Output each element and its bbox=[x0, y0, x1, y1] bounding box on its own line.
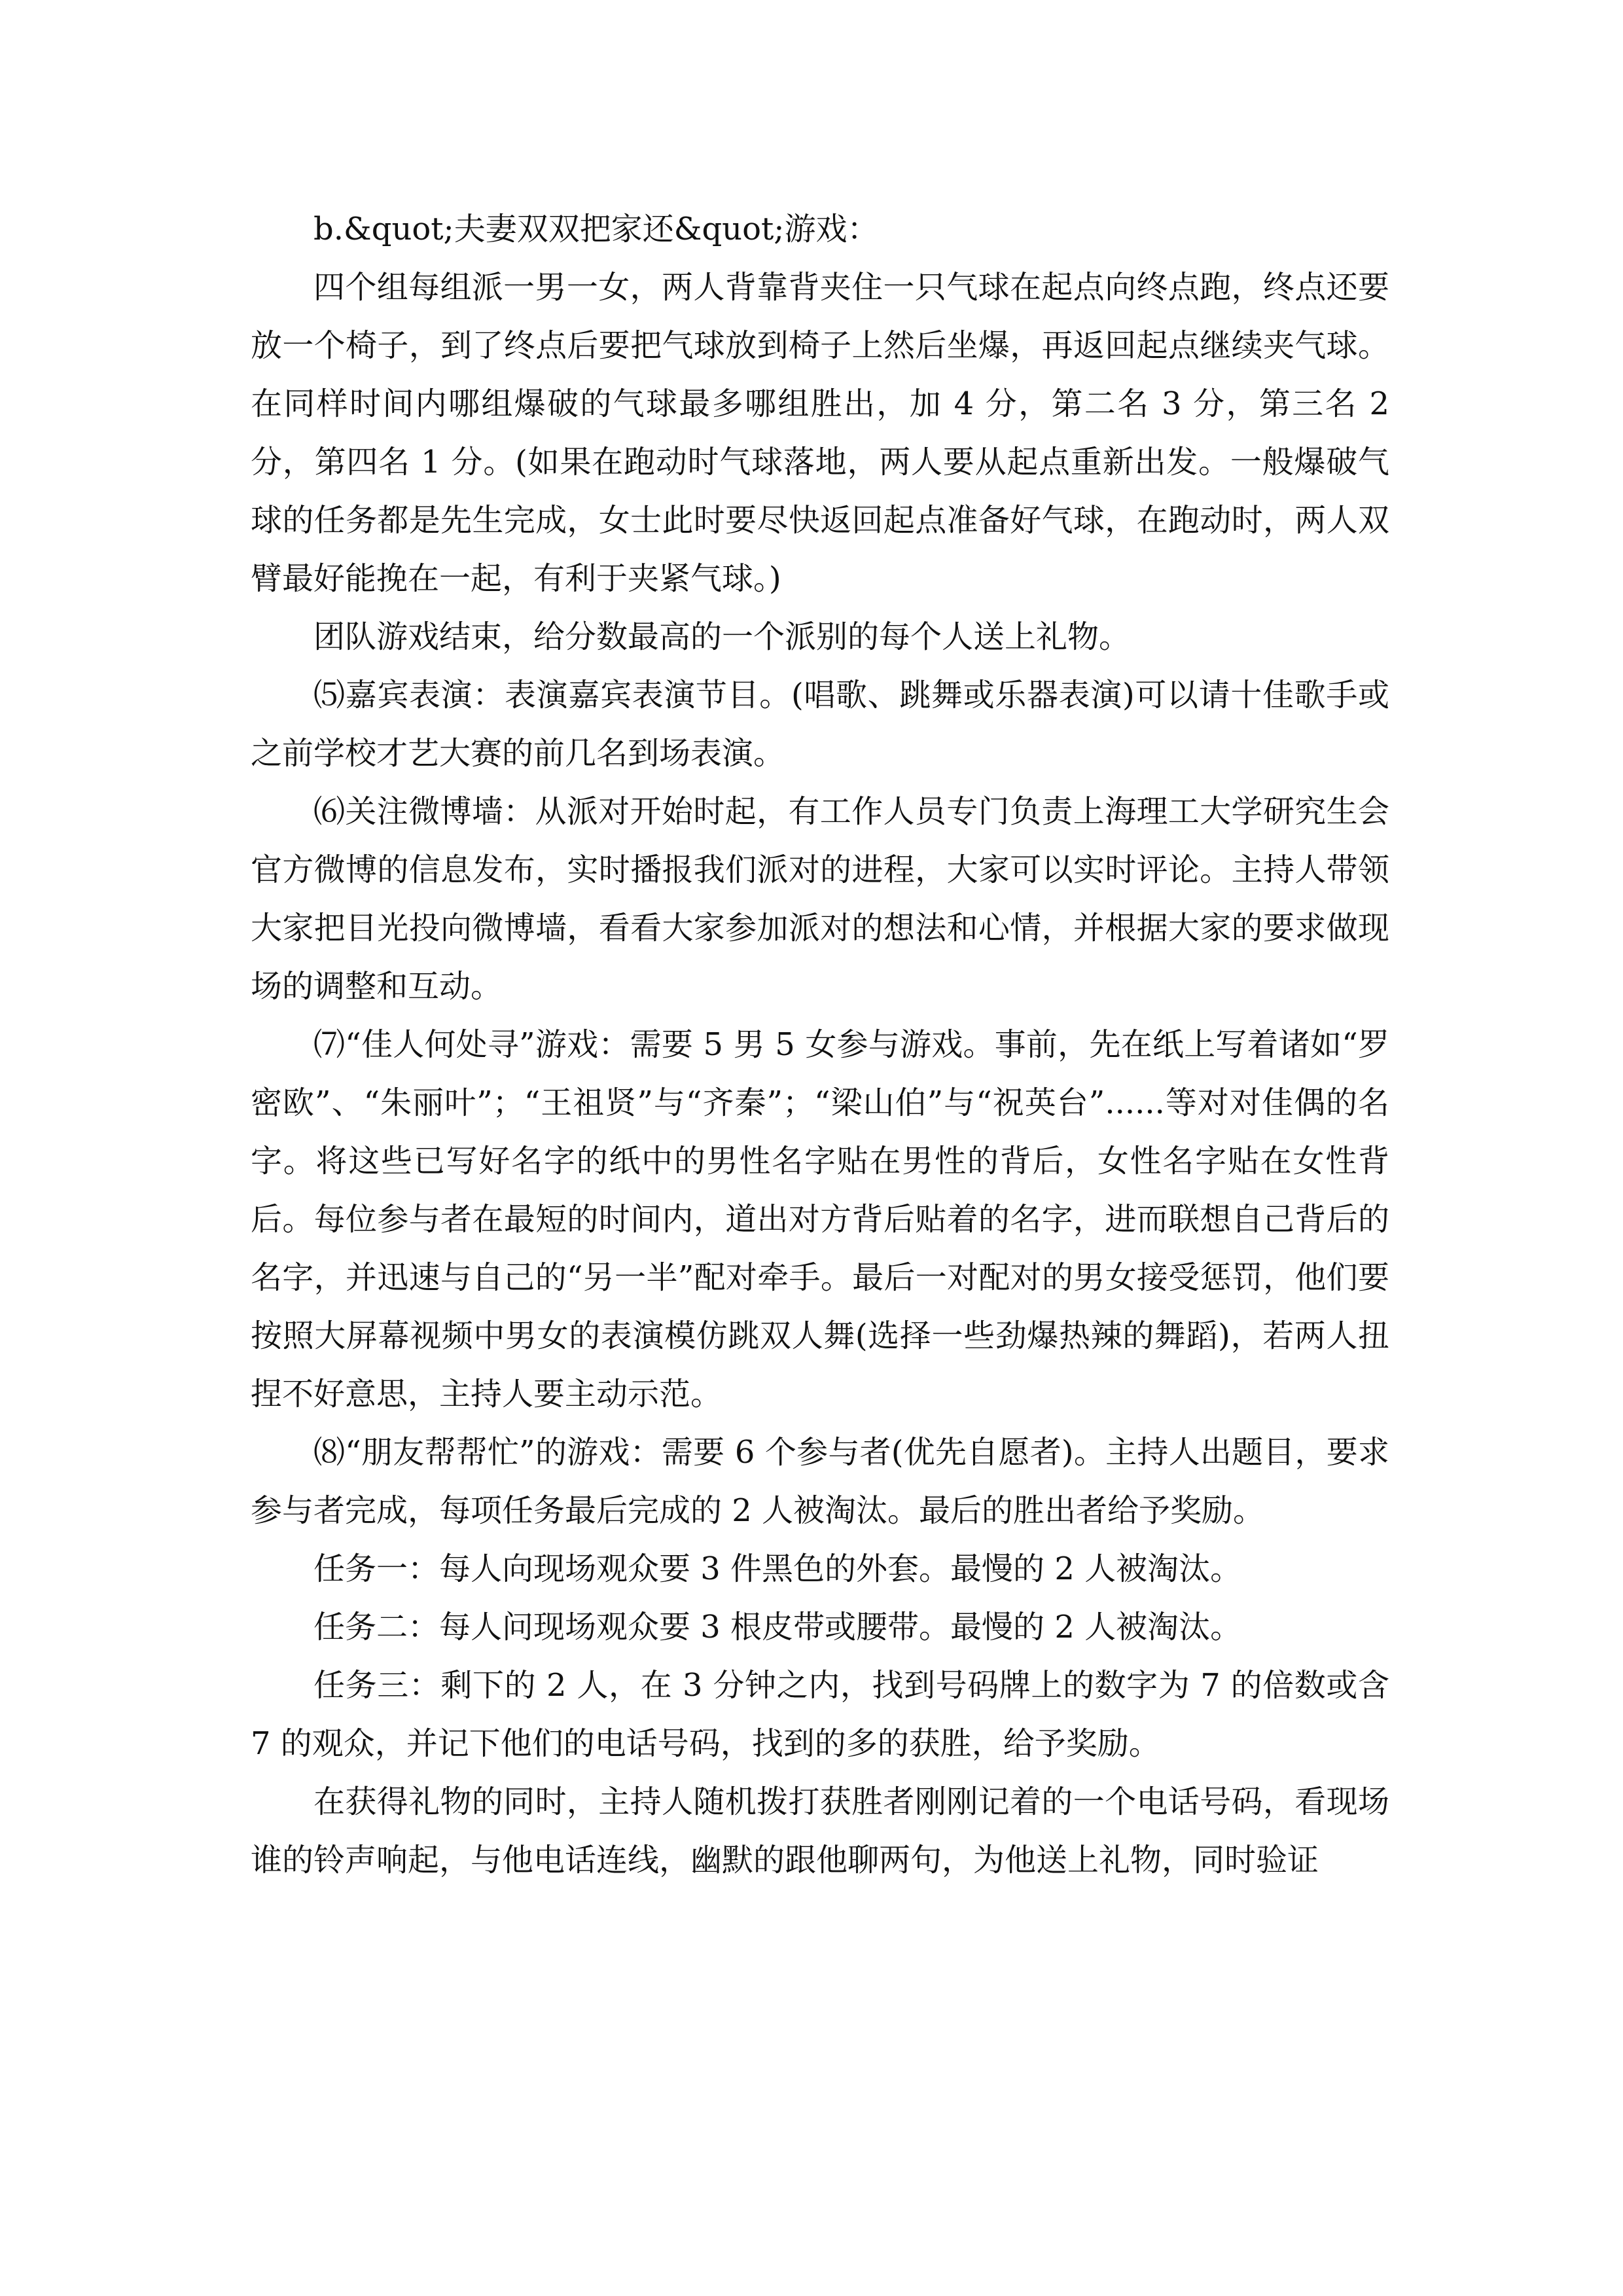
paragraph-team-game-end: 团队游戏结束，给分数最高的一个派别的每个人送上礼物。 bbox=[313, 619, 1131, 655]
paragraph-task-three: 任务三：剩下的 2 人，在 3 分钟之内，找到号码牌上的数字为 7 的倍数或含 7 的观众，并记下他们的电话号码，找到的多的获胜，给予奖励。 bbox=[251, 1667, 1389, 1762]
paragraph-gift-call: 在获得礼物的同时，主持人随机拨打获胜者刚刚记着的一个电话号码，看现场谁的铃声响起，与他电话连线，幽默的跟他聊两句，为他送上礼物，同时验证 bbox=[251, 1784, 1389, 1878]
document-body bbox=[251, 200, 1389, 1890]
paragraph-game-b-title: b.&quot;夫妻双双把家还&quot;游戏： bbox=[313, 211, 879, 247]
paragraph-friends-help-game: ⑻“朋友帮帮忙”的游戏：需要 6 个参与者(优先自愿者)。主持人出题目，要求参与者完成，每项任务最后完成的 2 人被淘汰。最后的胜出者给予奖励。 bbox=[251, 1434, 1389, 1529]
paragraph-weibo-wall: ⑹关注微博墙：从派对开始时起，有工作人员专门负责上海理工大学研究生会官方微博的信息发布，实时播报我们派对的进程，大家可以实时评论。主持人带领大家把目光投向微博墙，看看大家参加派对的想法和心情，并根据大家的要求做现场的调整和互动。 bbox=[251, 793, 1389, 1005]
paragraph-task-one: 任务一：每人向现场观众要 3 件黑色的外套。最慢的 2 人被淘汰。 bbox=[313, 1551, 1242, 1587]
paragraph-task-two: 任务二：每人问现场观众要 3 根皮带或腰带。最慢的 2 人被淘汰。 bbox=[313, 1609, 1242, 1645]
paragraph-guest-performance: ⑸嘉宾表演：表演嘉宾表演节目。(唱歌、跳舞或乐器表演)可以请十佳歌手或之前学校才艺大赛的前几名到场表演。 bbox=[251, 677, 1389, 772]
paragraph-find-partner-game: ⑺“佳人何处寻”游戏：需要 5 男 5 女参与游戏。事前，先在纸上写着诸如“罗密欧”、“朱丽叶”；“王祖贤”与“齐秦”；“梁山伯”与“祝英台”......等对对佳偶的名字。将这些已写好名字的纸中的男性名字贴在男性的背后，女性名字贴在女性背后。每位参与者在最短的时间内，道出对方背后贴着的名字，进而联想自己背后的名字，并迅速与自己的“另一半”配对牵手。最后一对配对的男女接受惩罚，他们要按照大屏幕视频中男女的表演模仿跳双人舞(选择一些劲爆热辣的舞蹈)，若两人扭捏不好意思，主持人要主动示范。 bbox=[251, 1026, 1389, 1412]
paragraph-game-b-rules: 四个组每组派一男一女，两人背靠背夹住一只气球在起点向终点跑，终点还要放一个椅子，到了终点后要把气球放到椅子上然后坐爆，再返回起点继续夹气球。在同样时间内哪组爆破的气球最多哪组胜出，加 4 分，第二名 3 分，第三名 2 分，第四名 1 分。(如果在跑动时气球落地，两人要从起点重新出发。一般爆破气球的任务都是先生完成，女士此时要尽快返回起点准备好气球，在跑动时，两人双臂最好能挽在一起，有利于夹紧气球。) bbox=[251, 269, 1389, 597]
